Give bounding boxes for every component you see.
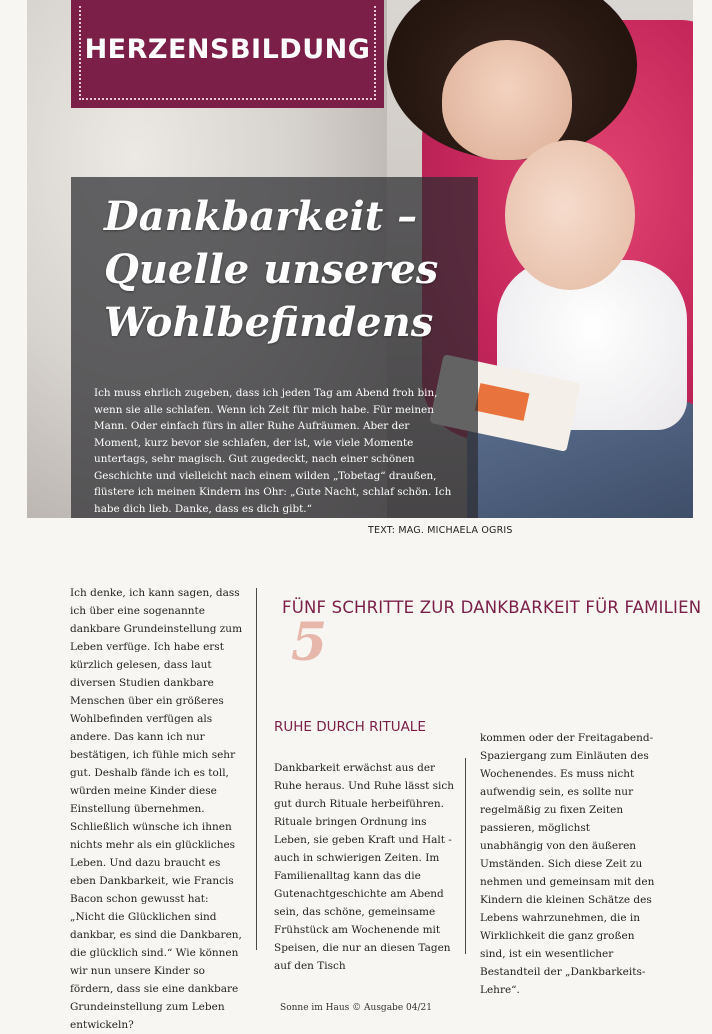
step-text-column-1: Dankbarkeit erwächst aus der Ruhe heraus. Und Ruhe lässt sich gut durch Rituale herbeiführen. Rituale bringen Ordnung ins Leben, sie geben Kraft und Halt - auch in schwierigen Zeiten. Im Familienalltag kann das die Gutenachtgeschichte am Abend sein, das schöne, gemeinsame Frühstück am Wochenende mit Speisen, die nur an diesen Tagen auf den Tisch (274, 762, 455, 972)
column-divider-2 (465, 758, 466, 954)
column-divider (256, 588, 257, 950)
photo-baby-head (505, 140, 635, 290)
step-title: RUHE DURCH RITUALE (274, 719, 426, 735)
step-number: 5 (291, 612, 328, 673)
page-footer: Sonne im Haus © Ausgabe 04/21 (280, 1003, 432, 1013)
article-intro: Ich muss ehrlich zugeben, dass ich jeden Tag am Abend froh bin, wenn sie alle schlafen. Wenn ich Zeit für mich habe. Für meinen Mann. Oder einfach fürs in aller Ruhe Aufräumen. Aber der Moment, kurz bevor sie schlafen, der ist, wie viele Momente untertags, sehr magisch. Gut zugedeckt, nach einer schönen Geschichte und vielleicht nach einem wilden „Tobetag“ draußen, flüstere ich meinen Kindern ins Ohr: „Gute Nacht, schlaf schön. Ich habe dich lieb. Danke, dass es dich gibt.“ (94, 387, 452, 515)
section-banner (71, 0, 384, 108)
box-heading: FÜNF SCHRITTE ZUR DANKBARKEIT FÜR FAMILIEN (282, 598, 702, 617)
body-column-left: Ich denke, ich kann sagen, dass ich über eine sogenannte dankbare Grundeinstellung zum Leben verfüge. Ich habe erst kürzlich gelesen, dass laut diversen Studien dankbare Menschen über ein größeres Wohlbefinden verfügen als andere. Das kann ich nur bestätigen, ich fühle mich sehr gut. Deshalb fände ich es toll, würden meine Kinder diese Einstellung übernehmen. Schließlich wünsche ich ihnen nichts mehr als ein glückliches Leben. Und dazu braucht es eben Dankbarkeit, wie Francis Bacon schon gewusst hat: „Nicht die Glücklichen sind dankbar, es sind die Dankbaren, die glücklich sind.“ Wie können wir nun unsere Kinder so fördern, dass sie eine dankbare Grundeinstellung zum Leben entwickeln? (70, 587, 243, 1031)
section-label: HERZENSBILDUNG (84, 34, 371, 65)
step-text-column-2: kommen oder der Freitagabend-Spaziergang zum Einläuten des Wochenendes. Es muss nicht aufwendig sein, es sollte nur regelmäßig zu fixen Zeiten passieren, möglichst unabhängig von den äußeren Umständen. Sich diese Zeit zu nehmen und gemeinsam mit den Kindern die kleinen Schätze des Lebens wahrzunehmen, die in Wirklichkeit die ganz großen sind, ist ein wesentlicher Bestandteil der „Dankbarkeits-Lehre“. (480, 732, 655, 996)
author-credit: TEXT: MAG. MICHAELA OGRIS (368, 525, 513, 536)
article-title: Dankbarkeit – Quelle unseres Wohlbefindens (104, 193, 439, 346)
